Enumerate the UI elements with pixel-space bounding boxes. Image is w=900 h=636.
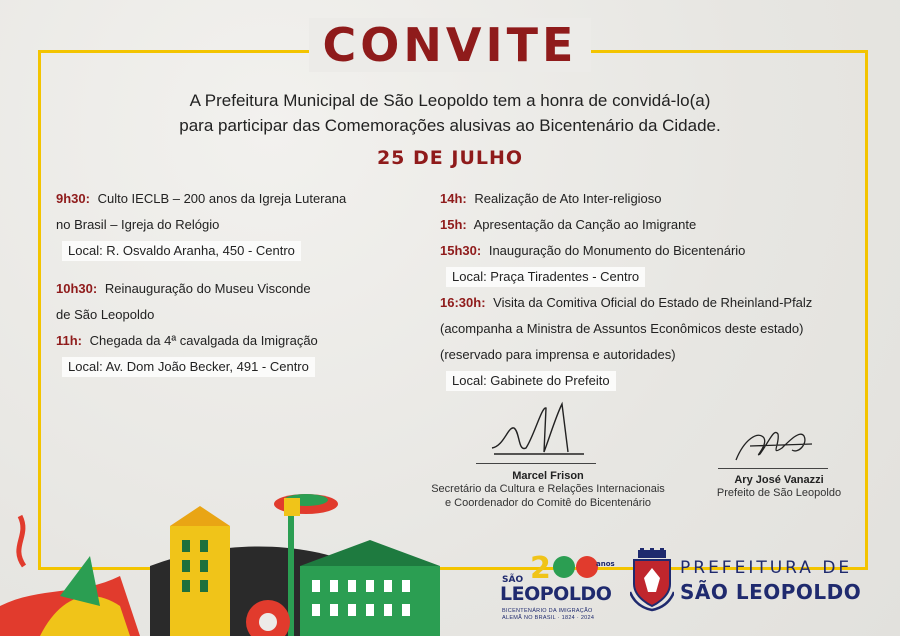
event-time: 16:30h:: [440, 295, 486, 310]
intro-line-2: para participar das Comemorações alusivas ao Bicentenário da Cidade.: [179, 116, 721, 135]
event-text-continued: (reservado para imprensa e autoridades): [440, 347, 676, 362]
event-text: Culto IECLB – 200 anos da Igreja Luterana: [97, 191, 347, 206]
logo-anos: anos: [596, 560, 615, 568]
prefeitura-logo-text: [680, 558, 861, 604]
event-location: Local: Praça Tiradentes - Centro: [446, 267, 645, 287]
event-date: 25 DE JULHO: [376, 147, 524, 169]
bicentenario-logo: [496, 548, 616, 632]
event-time: 15h30:: [440, 243, 482, 258]
schedule-item: [56, 276, 386, 302]
signer-name: Ary José Vanazzi: [734, 474, 824, 486]
event-text-continued: (acompanha a Ministra de Assuntos Econômicos deste estado): [440, 321, 804, 336]
event-text: Realização de Ato Inter-religioso: [474, 191, 662, 206]
event-location: Local: Av. Dom João Becker, 491 - Centro: [62, 357, 315, 377]
event-text-continued: no Brasil – Igreja do Relógio: [56, 217, 220, 232]
event-location: Local: R. Osvaldo Aranha, 450 - Centro: [62, 241, 301, 261]
event-text: Apresentação da Canção ao Imigrante: [473, 217, 697, 232]
schedule-item: [440, 238, 870, 264]
logo-leopoldo: LEOPOLDO: [500, 583, 612, 605]
logo-tagline: BICENTENÁRIO DA IMIGRAÇÃO ALEMÃ NO BRASIL · 1824 · 2024: [502, 608, 595, 621]
event-location: Local: Gabinete do Prefeito: [446, 371, 616, 391]
signature-line: [476, 463, 596, 464]
event-time: 11h:: [56, 333, 83, 348]
schedule-item: [440, 212, 870, 238]
signer-name: Marcel Frison: [512, 470, 584, 482]
event-text-continued: de São Leopoldo: [56, 307, 155, 322]
event-text: Reinauguração do Museu Visconde: [104, 281, 311, 296]
signature-vanazzi-image: [730, 420, 820, 470]
intro-text: [0, 88, 900, 138]
event-text: Visita da Comitiva Oficial do Estado de Rheinland-Pfalz: [493, 295, 813, 310]
signature-line: [718, 468, 828, 469]
event-text: Chegada da 4ª cavalgada da Imigração: [89, 333, 318, 348]
event-time: 10h30:: [56, 281, 98, 296]
logo-sao: SÃO: [502, 575, 524, 585]
schedule-item: [440, 186, 870, 212]
signature-block-mayor: [694, 474, 864, 500]
prefeitura-line-2: SÃO LEOPOLDO: [680, 580, 862, 604]
schedule-item: [440, 290, 870, 316]
prefeitura-line-1: PREFEITURA DE: [680, 558, 853, 578]
event-time: 15h:: [440, 217, 467, 232]
city-crest-icon: [630, 548, 674, 612]
signer-role: Prefeito de São Leopoldo: [716, 487, 842, 499]
invitation-title: CONVITE: [0, 18, 900, 72]
200-mark-icon: [530, 550, 600, 582]
event-time: 14h:: [440, 191, 467, 206]
schedule-item: [56, 186, 386, 212]
city-illustration: [0, 456, 480, 636]
schedule-right: [440, 186, 870, 394]
signer-role: e Coordenador do Comitê do Bicentenário: [444, 497, 652, 509]
schedule-left: [56, 186, 386, 380]
event-text: Inauguração do Monumento do Bicentenário: [488, 243, 746, 258]
event-time: 9h30:: [56, 191, 90, 206]
signer-role: Secretário da Cultura e Relações Internacionais: [431, 483, 665, 495]
intro-line-1: A Prefeitura Municipal de São Leopoldo tem a honra de convidá-lo(a): [189, 91, 711, 110]
signature-frison-image: [484, 396, 594, 460]
schedule-item: [56, 328, 386, 354]
svg-text:2: 2: [530, 551, 551, 582]
